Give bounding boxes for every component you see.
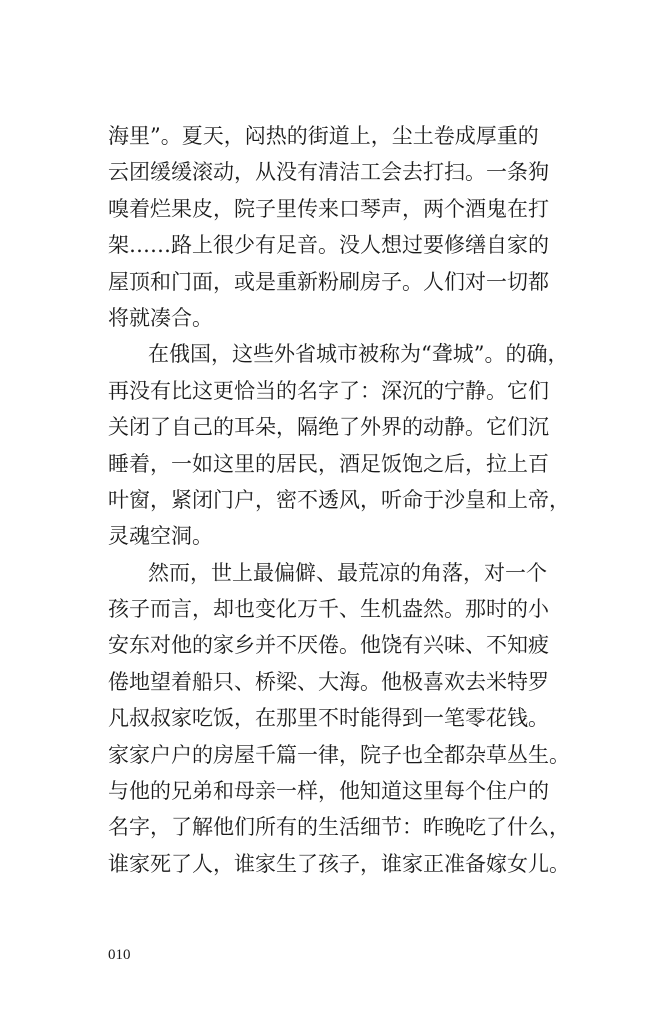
text-line: 谁家死了人，谁家生了孩子，谁家正准备嫁女儿。: [108, 851, 570, 876]
text-line: 关闭了自己的耳朵，隔绝了外界的动静。它们沉: [108, 415, 549, 440]
text-line: 凡叔叔家吃饭，在那里不时能得到一笔零花钱。: [108, 706, 549, 731]
page-number: 010: [108, 947, 131, 963]
text-line: 屋顶和门面，或是重新粉刷房子。人们对一切都: [108, 269, 549, 294]
text-line: 与他的兄弟和母亲一样，他知道这里每个住户的: [108, 779, 549, 804]
text-line: 云团缓缓滚动，从没有清洁工会去打扫。一条狗: [108, 160, 549, 185]
text-line: 嗅着烂果皮，院子里传来口琴声，两个酒鬼在打: [108, 196, 549, 221]
text-line: 睡着，一如这里的居民，酒足饭饱之后，拉上百: [108, 451, 549, 476]
text-line: 海里”。夏天，闷热的街道上，尘土卷成厚重的: [108, 124, 539, 148]
text-line: 孩子而言，却也变化万千、生机盎然。那时的小: [108, 597, 549, 622]
text-line: 将就凑合。: [108, 305, 213, 330]
text-line: 家家户户的房屋千篇一律，院子也全都杂草丛生。: [108, 742, 570, 767]
text-line: 架……路上很少有足音。没人想过要修缮自家的: [108, 233, 549, 258]
text-line: 名字，了解他们所有的生活细节：昨晚吃了什么，: [108, 815, 570, 840]
text-line: 叶窗，紧闭门户，密不透风，听命于沙皇和上帝，: [108, 487, 570, 512]
text-line: 安东对他的家乡并不厌倦。他饶有兴味、不知疲: [108, 633, 549, 658]
text-line: 灵魂空洞。: [108, 524, 213, 549]
text-line: 再没有比这更恰当的名字了：深沉的宁静。它们: [108, 378, 549, 403]
text-line: 然而，世上最偏僻、最荒凉的角落，对一个: [148, 560, 547, 585]
text-line: 在俄国，这些外省城市被称为“聋城”。的确，: [148, 342, 569, 367]
page-body: [108, 118, 570, 882]
text-line: 倦地望着船只、桥梁、大海。他极喜欢去米特罗: [108, 669, 549, 694]
